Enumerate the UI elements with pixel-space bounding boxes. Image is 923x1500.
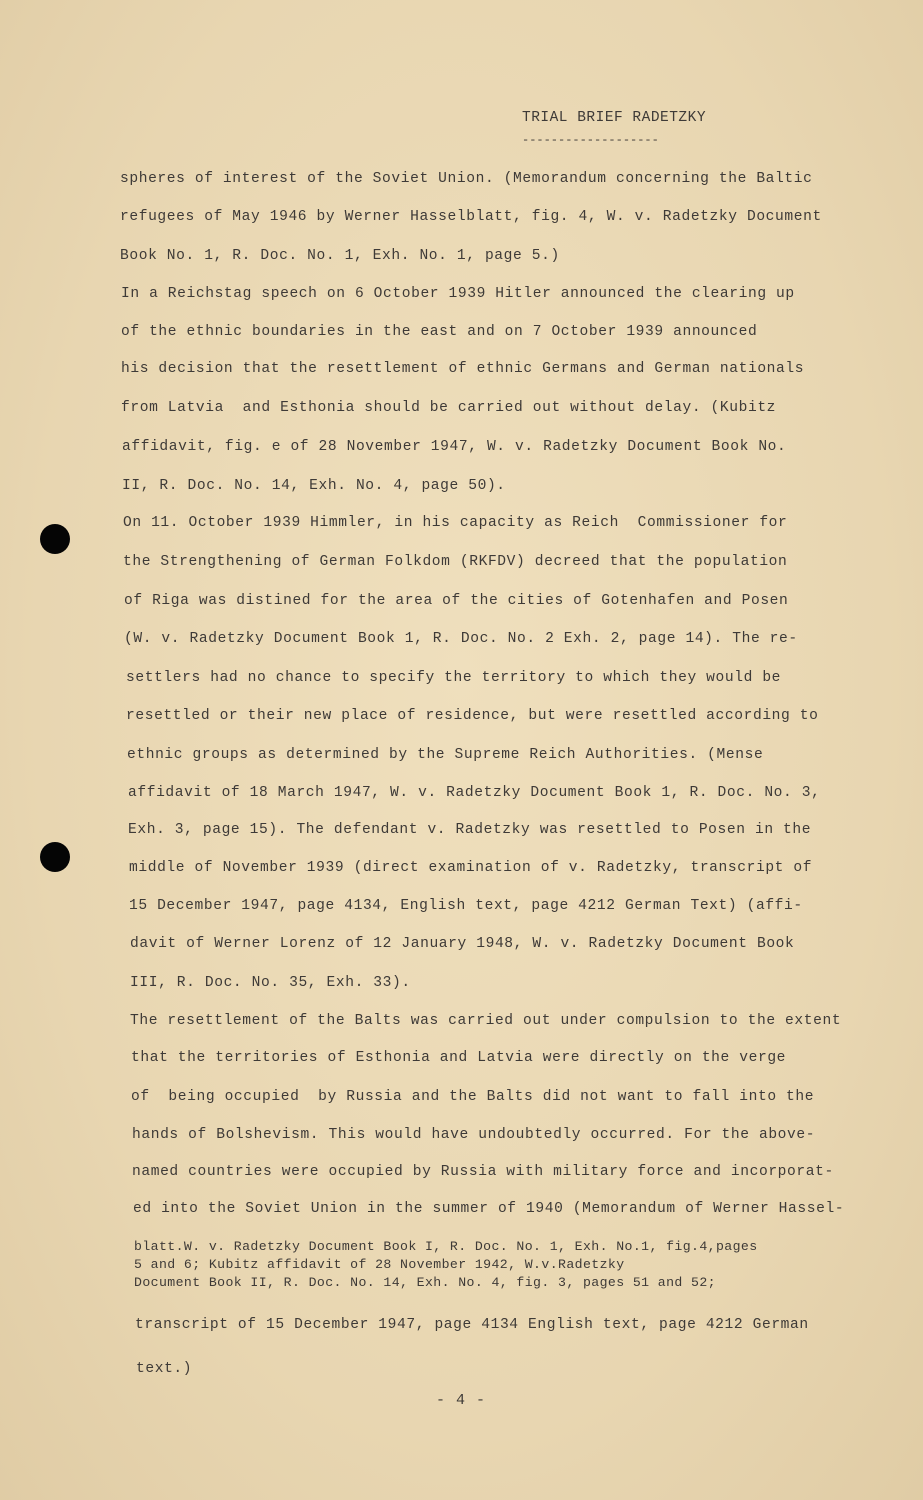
text-line: middle of November 1939 (direct examination of v. Radetzky, transcript of xyxy=(129,860,813,876)
text-line: davit of Werner Lorenz of 12 January 1948, W. v. Radetzky Document Book xyxy=(130,936,795,952)
text-line: resettled or their new place of residence, but were resettled according to xyxy=(126,708,819,724)
text-line: III, R. Doc. No. 35, Exh. 33). xyxy=(130,975,411,991)
text-line: On 11. October 1939 Himmler, in his capacity as Reich Commissioner for xyxy=(123,515,788,531)
text-line: of the ethnic boundaries in the east and on 7 October 1939 announced xyxy=(121,324,758,340)
text-line: that the territories of Esthonia and Latvia were directly on the verge xyxy=(131,1050,787,1066)
text-line: the Strengthening of German Folkdom (RKFDV) decreed that the population xyxy=(123,554,788,570)
text-line: named countries were occupied by Russia with military force and incorporat- xyxy=(132,1164,834,1180)
text-line: II, R. Doc. No. 14, Exh. No. 4, page 50). xyxy=(122,478,506,494)
text-line: ed into the Soviet Union in the summer of 1940 (Memorandum of Werner Hassel- xyxy=(133,1201,845,1217)
text-line: transcript of 15 December 1947, page 4134 English text, page 4212 German xyxy=(135,1317,809,1333)
text-line: his decision that the resettlement of ethnic Germans and German nationals xyxy=(121,361,805,377)
text-line: (W. v. Radetzky Document Book 1, R. Doc. No. 2 Exh. 2, page 14). The re- xyxy=(124,631,798,647)
text-line: 15 December 1947, page 4134, English text, page 4212 German Text) (affi- xyxy=(129,898,803,914)
text-line: spheres of interest of the Soviet Union. (Memorandum concerning the Baltic xyxy=(120,171,813,187)
text-line: ethnic groups as determined by the Supreme Reich Authorities. (Mense xyxy=(127,747,764,763)
text-line: Document Book II, R. Doc. No. 14, Exh. No. 4, fig. 3, pages 51 and 52; xyxy=(134,1275,716,1290)
text-line: The resettlement of the Balts was carried out under compulsion to the extent xyxy=(130,1013,842,1029)
page-header-title: TRIAL BRIEF RADETZKY xyxy=(522,110,707,126)
text-line: Exh. 3, page 15). The defendant v. Radetzky was resettled to Posen in the xyxy=(128,822,812,838)
text-line: blatt.W. v. Radetzky Document Book I, R. Doc. No. 1, Exh. No.1, fig.4,pages xyxy=(134,1239,758,1254)
text-line: Book No. 1, R. Doc. No. 1, Exh. No. 1, page 5.) xyxy=(120,248,560,264)
text-line: hands of Bolshevism. This would have undoubtedly occurred. For the above- xyxy=(132,1127,816,1143)
text-line: of Riga was distined for the area of the cities of Gotenhafen and Posen xyxy=(124,593,789,609)
text-line: refugees of May 1946 by Werner Hasselblatt, fig. 4, W. v. Radetzky Document xyxy=(120,209,822,225)
text-line: of being occupied by Russia and the Balts did not want to fall into the xyxy=(131,1089,815,1105)
page-number: - 4 - xyxy=(436,1392,487,1409)
punch-hole-top xyxy=(40,524,70,554)
text-line: from Latvia and Esthonia should be carried out without delay. (Kubitz xyxy=(121,400,777,416)
text-line: affidavit, fig. e of 28 November 1947, W. v. Radetzky Document Book No. xyxy=(122,439,787,455)
text-line: 5 and 6; Kubitz affidavit of 28 November 1942, W.v.Radetzky xyxy=(134,1257,625,1272)
text-line: In a Reichstag speech on 6 October 1939 Hitler announced the clearing up xyxy=(121,286,795,302)
text-line: text.) xyxy=(136,1361,193,1377)
text-line: affidavit of 18 March 1947, W. v. Radetzky Document Book 1, R. Doc. No. 3, xyxy=(128,785,821,801)
page-header-rule: ------------------- xyxy=(522,133,659,147)
punch-hole-bottom xyxy=(40,842,70,872)
text-line: settlers had no chance to specify the territory to which they would be xyxy=(126,670,782,686)
